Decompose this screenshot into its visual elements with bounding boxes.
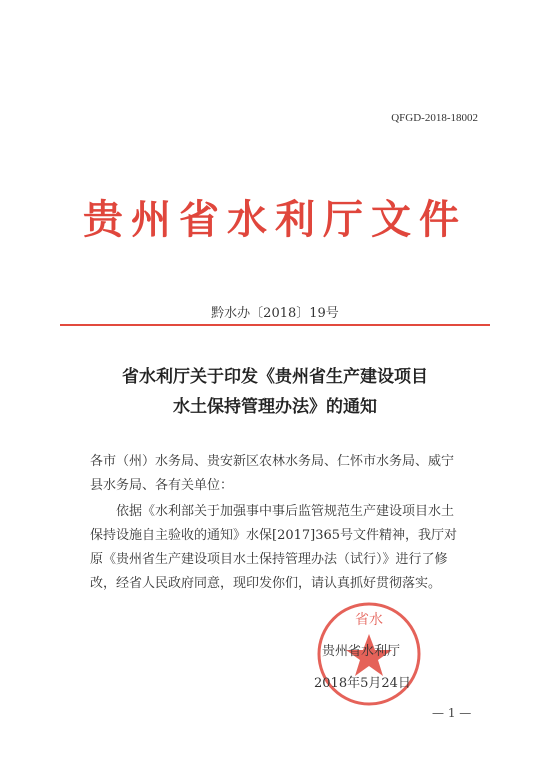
body-line-2: 保持设施自主验收的通知》水保[2017]365号文件精神，我厅对	[90, 528, 458, 543]
signing-organization: 贵州省水利厅	[322, 644, 401, 659]
body-line-1: 依据《水利部关于加强事中事后监管规范生产建设项目水土	[116, 504, 455, 519]
page-number: — 1 —	[432, 706, 472, 720]
notice-title-line-1: 省水利厅关于印发《贵州省生产建设项目	[122, 367, 428, 387]
notice-title	[0, 362, 550, 422]
red-divider-line	[60, 324, 490, 326]
body-line-3: 原《贵州省生产建设项目水土保持管理办法（试行）》进行了修	[90, 552, 448, 567]
notice-title-line-2: 水土保持管理办法》的通知	[173, 397, 377, 417]
recipient-line-1: 各市（州）水务局、贵安新区农林水务局、仁怀市水务局、威宁	[90, 454, 455, 469]
masthead-title: 贵州省水利厅文件	[83, 196, 467, 243]
recipient-line-2: 县水务局、各有关单位：	[90, 478, 234, 493]
recipient-block	[90, 450, 490, 498]
body-paragraph	[90, 500, 490, 596]
document-number: 黔水办〔2018〕19号	[211, 306, 339, 321]
seal-text: 省水	[355, 612, 383, 628]
body-line-4: 改，经省人民政府同意，现印发你们，请认真抓好贯彻落实。	[90, 576, 442, 591]
signing-date: 2018年5月24日	[314, 676, 411, 691]
document-code: QFGD-2018-18002	[391, 112, 478, 124]
